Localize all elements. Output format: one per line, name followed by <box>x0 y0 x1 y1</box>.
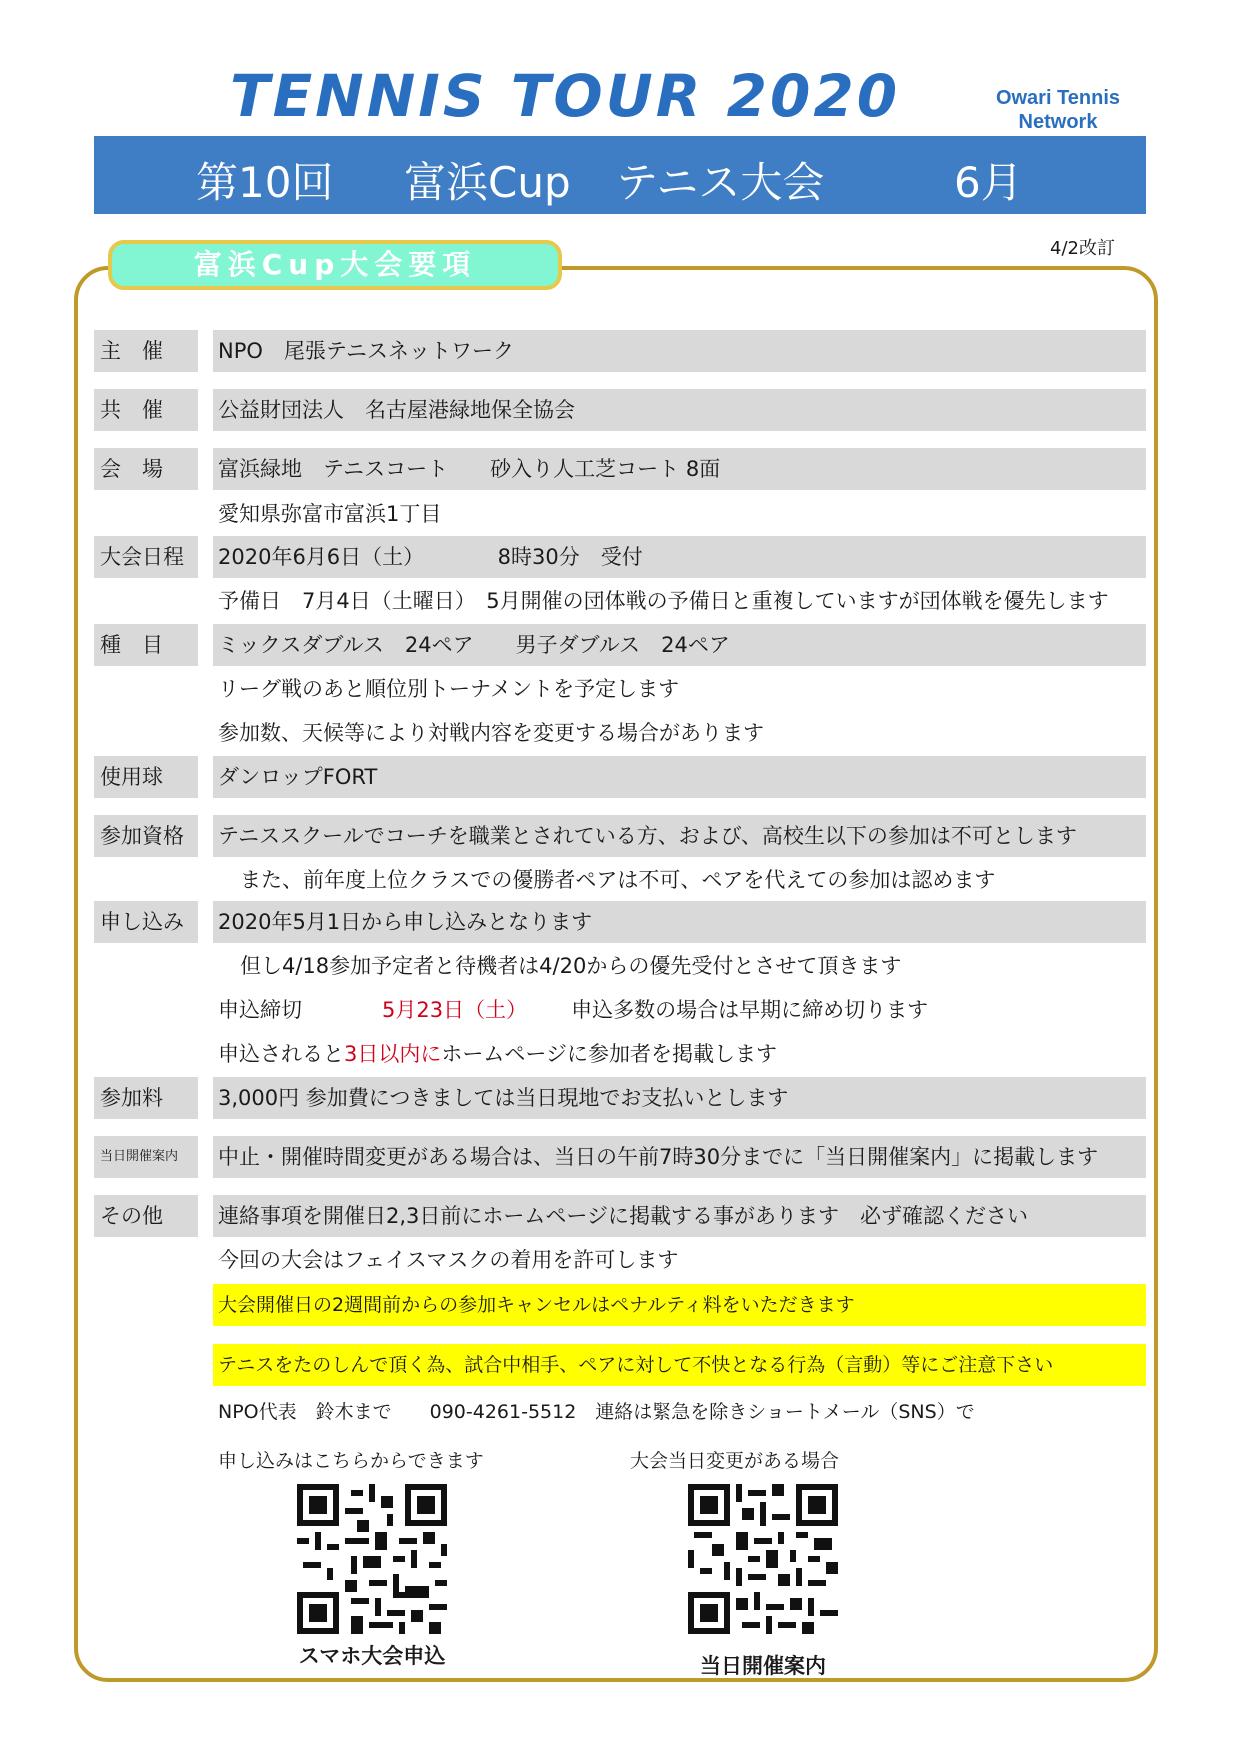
ball-value: ダンロップFORT <box>218 765 378 789</box>
label-events: 種 目 <box>94 624 198 666</box>
cohost-value: 公益財団法人 名古屋港緑地保全協会 <box>218 398 575 422</box>
deadline-note: 申込多数の場合は早期に締め切ります <box>571 998 929 1022</box>
qr-code-application[interactable] <box>297 1484 447 1634</box>
publish-deadline: 3日以内に <box>344 1042 442 1066</box>
label-eligibility: 参加資格 <box>94 815 198 857</box>
label-cohost: 共 催 <box>94 389 198 431</box>
deadline-date: 5月23日（土） <box>382 998 528 1022</box>
label-day-info: 当日開催案内 <box>94 1136 198 1178</box>
events-note: 参加数、天候等により対戦内容を変更する場合があります <box>218 721 764 745</box>
fee-value: 3,000円 参加費につきましては当日現地でお支払いとします <box>218 1086 789 1110</box>
other-contact: NPO代表 鈴木まで 090-4261-5512 連絡は緊急を除きショートメール（SNS）で <box>218 1401 975 1423</box>
banner-event-name: テニス大会 <box>616 158 825 207</box>
venue-address: 愛知県弥富市富浜1丁目 <box>218 502 442 526</box>
label-fee: 参加料 <box>94 1077 198 1119</box>
eligibility-rule: テニススクールでコーチを職業とされている方、および、高校生以下の参加は不可とします <box>218 824 1077 848</box>
other-conduct: テニスをたのしんで頂く為、試合中相手、ペアに対して不快となる行為（言動）等にご注意下さい <box>218 1354 1054 1376</box>
application-start: 2020年5月1日から申し込みとなります <box>218 910 593 934</box>
org-line-1: Owari Tennis <box>995 87 1121 109</box>
day-info-value: 中止・開催時間変更がある場合は、当日の午前7時30分までに「当日開催案内」に掲載します <box>218 1145 1099 1169</box>
eligibility-pair-rule: また、前年度上位クラスでの優勝者ペアは不可、ペアを代えての参加は認めます <box>240 868 996 892</box>
banner-month: 6月 <box>954 158 1023 207</box>
label-other: その他 <box>94 1195 198 1237</box>
publish-suffix: ホームページに参加者を掲載します <box>441 1042 777 1066</box>
organization-name <box>978 86 1138 134</box>
qr-right-caption: 当日開催案内 <box>700 1654 826 1678</box>
banner-edition: 第10回 <box>196 158 334 207</box>
label-venue: 会 場 <box>94 448 198 490</box>
qr-code-day-info[interactable] <box>688 1484 838 1634</box>
application-priority: 但し4/18参加予定者と待機者は4/20からの優先受付とさせて頂きます <box>240 954 902 978</box>
event-banner <box>94 136 1146 214</box>
banner-cup-name: 富浜Cup <box>404 158 571 207</box>
venue-courts: 富浜緑地 テニスコート 砂入り人工芝コート 8面 <box>218 457 721 481</box>
other-notice: 連絡事項を開催日2,3日前にホームページに掲載する事があります 必ず確認ください <box>218 1204 1028 1228</box>
qr-right-heading: 大会当日変更がある場合 <box>630 1450 840 1472</box>
publish-prefix: 申込されると <box>218 1042 344 1066</box>
application-deadline <box>218 989 928 1031</box>
deadline-label: 申込締切 <box>218 998 302 1022</box>
qr-left-caption: スマホ大会申込 <box>298 1644 446 1668</box>
host-value: NPO 尾張テニスネットワーク <box>218 339 515 363</box>
application-publish <box>218 1033 777 1075</box>
schedule-reserve-date: 予備日 7月4日（土曜日） 5月開催の団体戦の予備日と重複していますが団体戦を優先します <box>218 589 1109 613</box>
label-application: 申し込み <box>94 901 198 943</box>
revision-note: 4/2改訂 <box>1050 238 1115 259</box>
org-line-2: Network <box>1018 111 1098 133</box>
other-cancel-penalty: 大会開催日の2週間前からの参加キャンセルはペナルティ料をいただきます <box>218 1294 855 1316</box>
events-categories: ミックスダブルス 24ペア 男子ダブルス 24ペア <box>218 633 730 657</box>
schedule-date: 2020年6月6日（土） 8時30分 受付 <box>218 545 643 569</box>
tour-title: TENNIS TOUR 2020 <box>230 62 901 130</box>
events-format: リーグ戦のあと順位別トーナメントを予定します <box>218 677 680 701</box>
other-mask: 今回の大会はフェイスマスクの着用を許可します <box>218 1248 679 1272</box>
section-title: 富浜Cup大会要項 <box>108 240 562 290</box>
label-host: 主 催 <box>94 330 198 372</box>
qr-left-heading: 申し込みはこちらからできます <box>218 1450 484 1472</box>
label-ball: 使用球 <box>94 756 198 798</box>
label-schedule: 大会日程 <box>94 536 198 578</box>
